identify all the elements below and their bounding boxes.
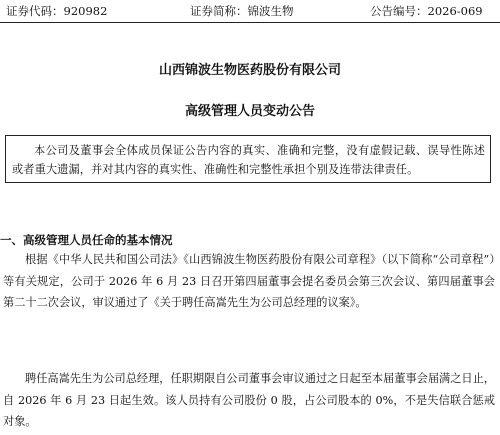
- announcement-header: [0, 0, 500, 22]
- announcement-number: 公告编号：2026-069: [370, 4, 483, 18]
- document-title: 高级管理人员变动公告: [184, 104, 315, 119]
- company-title: 山西锦波生物医药股份有限公司: [158, 63, 341, 78]
- securities-short-name: 证券简称：锦波生物: [190, 4, 294, 18]
- body-paragraph: 聘任高嵩先生为公司总经理，任职期限自公司董事会审议通过之日起至本届董事会届满之日止，自 2026 年 6 月 23 日起生效。该人员持有公司股份 0 股，占公司股本的 0%，不是失信联合惩戒对象。: [3, 372, 495, 428]
- board-statement-box: 本公司及董事会全体成员保证公告内容的真实、准确和完整，没有虚假记载、误导性陈述或者重大遗漏，并对其内容的真实性、准确性和完整性承担个别及连带法律责任。: [5, 135, 491, 183]
- header-divider: [0, 22, 500, 23]
- body-paragraph: 根据《中华人民共和国公司法》《山西锦波生物医药股份有限公司章程》（以下简称“公司章程”）等有关规定，公司于 2026 年 6 月 23 日召开第四届董事会提名委员会第三次会议、第四届董事会第二十二次会议，审议通过了《关于聘任高嵩先生为公司总经理的议案》。: [3, 253, 495, 309]
- securities-code: 证券代码：920982: [6, 4, 108, 18]
- section-heading: 一、高级管理人员任命的基本情况: [0, 233, 173, 247]
